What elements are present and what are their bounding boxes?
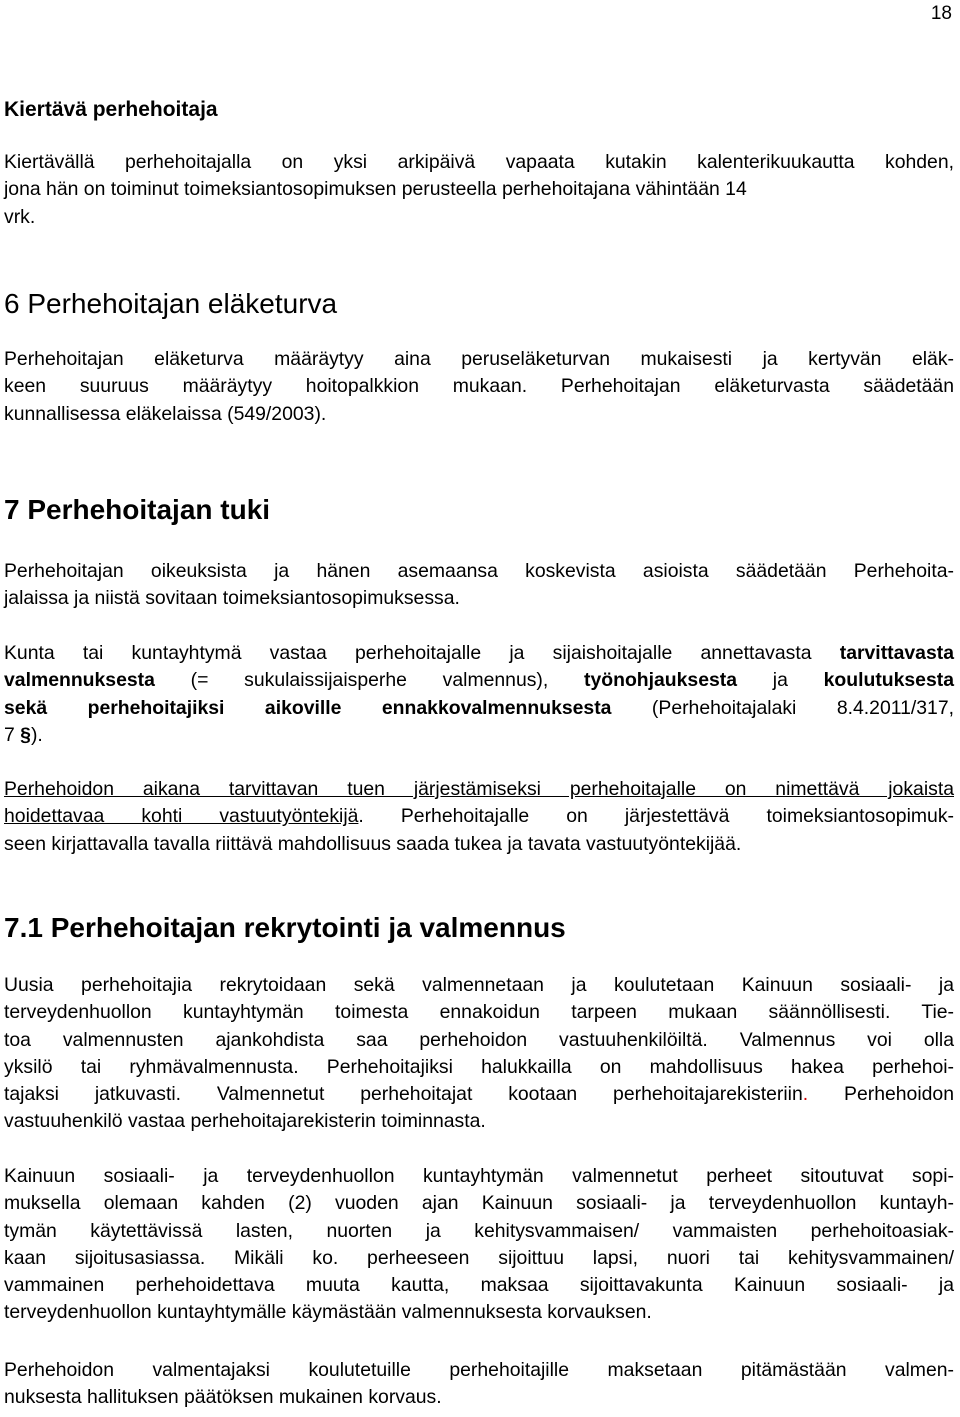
text-line: nuksesta hallituksen päätöksen mukainen korvaus.	[4, 1386, 442, 1409]
text-run: . Perhehoitajalle on järjestettävä toimeksiantosopimuk-	[358, 805, 954, 828]
text-run: 7	[4, 723, 21, 746]
text-line: Kiertävällä perhehoitajalla on yksi arkipäivä vapaata kutakin kalenterikuukautta kohden,	[4, 151, 954, 173]
text-line: kunnallisessa eläkelaissa (549/2003).	[4, 402, 327, 425]
heading-tuki: 7 Perhehoitajan tuki	[4, 494, 271, 525]
paragraph-rekrytointi-2	[4, 1163, 954, 1327]
text-line: kaan sijoitusasiassa. Mikäli ko. perheeseen sijoittuu lapsi, nuori tai kehitysvammainen/	[4, 1246, 954, 1269]
text-run: tajaksi jatkuvasti. Valmennetut perhehoitajat kootaan perhehoitajarekisteriin	[4, 1083, 803, 1106]
text-line: terveydenhuollon kuntayhtymälle käymästään valmennuksesta korvauksen.	[4, 1301, 652, 1324]
text-run: ).	[30, 723, 43, 746]
text-line	[4, 722, 954, 749]
paragraph-tuki-1	[4, 558, 954, 613]
text-line: tymän käytettävissä lasten, nuorten ja kehitysvammaisen/ vammaisten perhehoitoasiak-	[4, 1219, 954, 1242]
text-line: Perhehoidon valmentajaksi koulutetuille perhehoitajille maksetaan pitämästään valmen-	[4, 1359, 954, 1381]
text-run: (= sukulaissijaisperhe valmennus),	[154, 669, 585, 692]
text-run: Perhehoidon	[808, 1083, 954, 1106]
text-line: yksilö tai ryhmävalmennusta. Perhehoitajiksi halukkailla on mahdollisuus hakea perhehoi-	[4, 1055, 954, 1078]
text-line: vrk.	[4, 205, 36, 228]
text-line	[4, 695, 954, 722]
text-line: Perhehoitajan oikeuksista ja hänen asemaansa koskevista asioista säädetään Perhehoita-	[4, 560, 954, 582]
text-run-bold: työnohjauksesta	[584, 669, 738, 692]
text-line: keen suuruus määräytyy hoitopalkkion mukaan. Perhehoitajan eläketurvasta säädetään	[4, 375, 954, 398]
paragraph-rekrytointi-1	[4, 972, 954, 1136]
text-line	[4, 1081, 954, 1108]
text-line: Perhehoitajan eläketurva määräytyy aina peruseläketurvan mukaisesti ja kertyvän eläk-	[4, 348, 954, 370]
text-run-bold: koulutuksesta	[823, 669, 954, 692]
text-line-underlined: Perhehoidon aikana tarvittavan tuen järjestämiseksi perhehoitajalle on nimettävä jokaista	[4, 778, 954, 800]
heading-rekrytointi: 7.1 Perhehoitajan rekrytointi ja valmennus	[4, 912, 566, 943]
text-run: ja	[737, 669, 824, 692]
text-run-bold: valmennuksesta	[4, 669, 155, 692]
section-sign: §	[20, 723, 31, 746]
text-line: seen kirjattavalla tavalla riittävä mahdollisuus saada tukea ja tavata vastuutyöntekijää.	[4, 832, 742, 855]
text-line: terveydenhuollon kuntayhtymän toimesta ennakoidun tarpeen mukaan säännöllisesti. Tie-	[4, 1001, 954, 1024]
text-line: jalaissa ja niistä sovitaan toimeksiantosopimuksessa.	[4, 587, 460, 610]
text-line	[4, 667, 954, 694]
text-line: Kainuun sosiaali- ja terveydenhuollon kuntayhtymän valmennetut perheet sitoutuvat sopi-	[4, 1165, 954, 1187]
text-run-underlined: hoidettavaa kohti vastuutyöntekijä	[4, 805, 359, 828]
text-line: jona hän on toiminut toimeksiantosopimuksen perusteella perhehoitajana vähintään 14	[4, 178, 747, 201]
paragraph-elaketurva	[4, 346, 954, 428]
text-run-red: .	[802, 1083, 809, 1106]
text-run-bold: sekä perhehoitajiksi aikoville ennakkovalmennuksesta	[4, 696, 612, 719]
text-line: Uusia perhehoitajia rekrytoidaan sekä valmennetaan ja koulutetaan Kainuun sosiaali- ja	[4, 974, 954, 996]
text-line: muksella olemaan kahden (2) vuoden ajan Kainuun sosiaali- ja terveydenhuollon kuntayh-	[4, 1192, 954, 1215]
paragraph-tuki-3	[4, 776, 954, 858]
paragraph-rekrytointi-3	[4, 1357, 954, 1412]
heading-kiertava-perhehoitaja: Kiertävä perhehoitaja	[4, 98, 218, 121]
page-number: 18	[930, 3, 952, 24]
paragraph-kiertava	[4, 149, 954, 231]
text-line: vammainen perhehoidettava muuta kautta, maksaa sijoittavakunta Kainuun sosiaali- ja	[4, 1274, 954, 1297]
text-run-bold: tarvittavasta	[839, 642, 954, 664]
text-run: Kunta tai kuntayhtymä vastaa perhehoitajalle ja sijaishoitajalle annettavasta	[4, 642, 840, 664]
text-line: vastuuhenkilö vastaa perhehoitajarekisterin toiminnasta.	[4, 1110, 486, 1133]
text-line: toa valmennusten ajankohdista saa perhehoidon vastuuhenkilöiltä. Valmennus voi olla	[4, 1028, 954, 1051]
heading-elaketurva: 6 Perhehoitajan eläketurva	[4, 288, 338, 319]
text-line	[4, 640, 954, 667]
text-line	[4, 803, 954, 830]
text-run: (Perhehoitajalaki 8.4.2011/317,	[611, 696, 954, 719]
paragraph-tuki-2	[4, 640, 954, 749]
